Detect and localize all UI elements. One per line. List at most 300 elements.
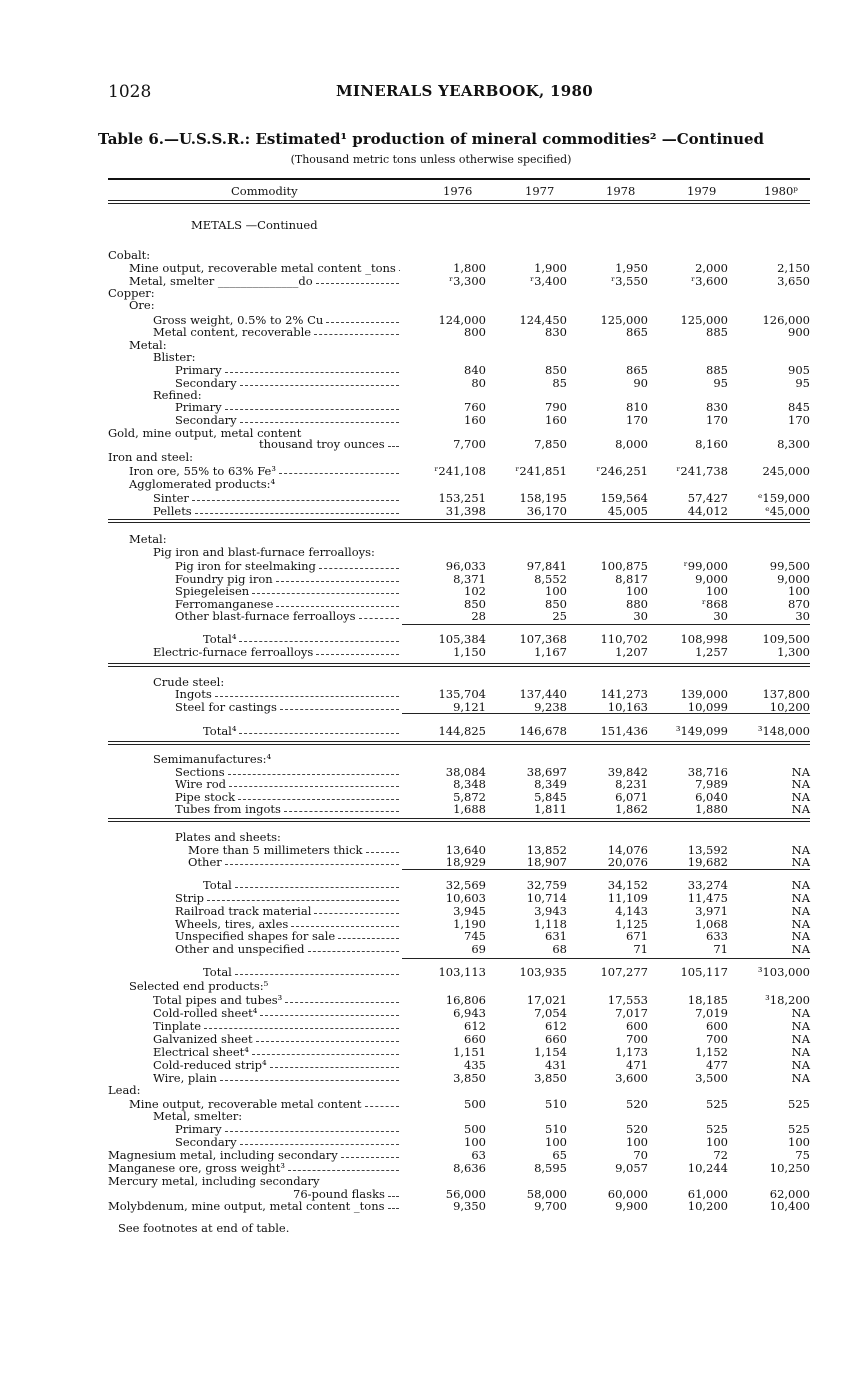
row-label-text: thousand troy ounces (259, 437, 385, 451)
dot-leader (388, 1199, 399, 1209)
table-row (0, 803, 862, 816)
dot-leader (240, 376, 399, 386)
cell-1980: 2,150 (777, 261, 810, 275)
dot-leader (280, 700, 399, 710)
row-label-text: Molybdenum, mine output, metal content _tons (108, 1199, 385, 1213)
cell-1980: NA (791, 802, 810, 816)
cell-1976: 760 (464, 400, 486, 414)
table-row (0, 585, 862, 598)
cell-1977: 65 (552, 1148, 567, 1162)
cell-1976: ʳ241,108 (434, 464, 486, 478)
cell-1978: 1,207 (615, 645, 648, 659)
cell-1979: 44,012 (687, 504, 728, 518)
cell-1980: 100 (788, 1135, 810, 1149)
row-label-text: Total pipes and tubes³ (153, 993, 283, 1007)
row-label-text: Plates and sheets: (175, 830, 281, 844)
cell-1980: 525 (788, 1097, 810, 1111)
page-number: 1028 (108, 82, 152, 102)
cell-1980: 62,000 (769, 1187, 810, 1201)
row-label (153, 546, 375, 559)
row-label-text: Metal content, recoverable (153, 325, 312, 339)
table-row (0, 688, 862, 701)
cell-1976: 28 (471, 609, 486, 623)
table-row (0, 1123, 862, 1136)
cell-1978: 810 (626, 400, 648, 414)
cell-1979: 830 (706, 400, 728, 414)
row-label-text: Wire rod (175, 777, 227, 791)
cell-1978: 865 (626, 363, 648, 377)
cell-1977: 1,900 (534, 261, 567, 275)
row-label-text: Electrical sheet⁴ (153, 1045, 249, 1059)
row-label (175, 610, 402, 623)
row-label-text: Sections (175, 765, 225, 779)
cell-1977: 17,021 (526, 993, 567, 1007)
cell-1980: NA (791, 1032, 810, 1046)
cell-1979: 30 (713, 609, 728, 623)
cell-1976: 1,151 (453, 1045, 486, 1059)
cell-1979: 633 (706, 929, 728, 943)
row-label (191, 219, 318, 232)
cell-1980: 245,000 (762, 464, 810, 478)
row-label-text: Manganese ore, gross weight³ (108, 1161, 285, 1175)
cell-1977: 160 (545, 413, 567, 427)
row-label-text: Ferromanganese (175, 597, 274, 611)
cell-1980: 905 (788, 363, 810, 377)
cell-1979: 61,000 (687, 1187, 728, 1201)
cell-1980: 525 (788, 1122, 810, 1136)
dot-leader (235, 878, 399, 888)
cell-1977: 137,440 (519, 687, 567, 701)
dot-leader (204, 1019, 399, 1029)
dot-leader (215, 687, 399, 697)
table-row (0, 994, 862, 1007)
cell-1979: 7,989 (695, 777, 728, 791)
cell-1978: 1,173 (615, 1045, 648, 1059)
cell-1976: 9,121 (453, 700, 486, 714)
cell-1977: 9,700 (534, 1199, 567, 1213)
dot-leader (366, 843, 400, 853)
cell-1980: ᵉ45,000 (765, 504, 810, 518)
cell-1978: ʳ3,550 (611, 274, 648, 288)
cell-1979: 525 (706, 1097, 728, 1111)
column-header-commodity: Commodity (231, 184, 298, 198)
cell-1977: 510 (545, 1097, 567, 1111)
cell-1976: 16,806 (445, 993, 486, 1007)
cell-1980: 9,000 (777, 572, 810, 586)
row-label (129, 478, 275, 491)
table-row (0, 492, 862, 505)
cell-1980: NA (791, 1019, 810, 1033)
cell-1978: 4,143 (615, 904, 648, 918)
row-label-text: Mercury metal, including secondary (108, 1174, 320, 1188)
cell-1977: 850 (545, 363, 567, 377)
table-row (0, 1020, 862, 1033)
cell-1978: 110,702 (600, 632, 648, 646)
cell-1978: 125,000 (600, 313, 648, 327)
cell-1976: 840 (464, 363, 486, 377)
row-label (129, 299, 155, 312)
cell-1978: 1,125 (615, 917, 648, 931)
dot-leader (229, 777, 399, 787)
cell-1979: 885 (706, 363, 728, 377)
cell-1978: 520 (626, 1097, 648, 1111)
cell-1980: NA (791, 904, 810, 918)
row-label-text: Selected end products:⁵ (129, 979, 269, 993)
cell-1979: ʳ99,000 (683, 559, 728, 573)
cell-1976: 38,084 (445, 765, 486, 779)
dot-leader (207, 891, 399, 901)
column-header-1980p: 1980ᵖ (764, 184, 798, 198)
cell-1976: 800 (464, 325, 486, 339)
row-label-text: Metal: (129, 338, 167, 352)
cell-1976: 144,825 (438, 724, 486, 738)
cell-1976: 160 (464, 413, 486, 427)
cell-1978: 107,277 (600, 965, 648, 979)
cell-1979: 100 (706, 1135, 728, 1149)
cell-1980: NA (791, 777, 810, 791)
table-row (0, 1084, 862, 1097)
table-row (0, 610, 862, 623)
cell-1979: 71 (713, 942, 728, 956)
row-label-text: 76-pound flasks (293, 1187, 385, 1201)
cell-1978: 9,057 (615, 1161, 648, 1175)
cell-1978: 8,231 (615, 777, 648, 791)
dot-leader (308, 942, 399, 952)
cell-1979: 9,000 (695, 572, 728, 586)
cell-1980: 3,650 (777, 274, 810, 288)
cell-1980: 10,400 (769, 1199, 810, 1213)
row-label-text: Metal, smelter ______________do (129, 274, 313, 288)
row-label-text: Magnesium metal, including secondary (108, 1148, 338, 1162)
table-row (0, 299, 862, 312)
row-label (153, 505, 402, 518)
cell-1978: 9,900 (615, 1199, 648, 1213)
cell-1980: NA (791, 942, 810, 956)
row-label-text: Total (203, 965, 232, 979)
cell-1977: 124,450 (519, 313, 567, 327)
row-label-text: Galvanized sheet (153, 1032, 253, 1046)
row-label-text: Secondary (175, 1135, 237, 1149)
cell-1976: 435 (464, 1058, 486, 1072)
dot-leader (316, 274, 399, 284)
row-label-text: Crude steel: (153, 675, 225, 689)
row-label-text: Pipe stock (175, 790, 236, 804)
cell-1979: 108,998 (680, 632, 728, 646)
dot-leader (252, 584, 399, 594)
row-label-text: Iron and steel: (108, 450, 193, 464)
cell-1978: 11,109 (607, 891, 648, 905)
cell-1980: ᵉ159,000 (757, 491, 810, 505)
row-label-text: Agglomerated products:⁴ (129, 477, 276, 491)
table-row (0, 451, 862, 464)
row-label (175, 943, 402, 956)
cell-1977: 850 (545, 597, 567, 611)
cell-1976: 8,636 (453, 1161, 486, 1175)
cell-1977: 38,697 (526, 765, 567, 779)
cell-1976: 13,640 (445, 843, 486, 857)
cell-1977: 631 (545, 929, 567, 943)
row-label-text: Pellets (153, 504, 192, 518)
cell-1979: 19,682 (687, 855, 728, 869)
row-label-text: Secondary (175, 376, 237, 390)
table-row (0, 753, 862, 766)
cell-1976: 10,603 (445, 891, 486, 905)
cell-1977: 1,118 (534, 917, 567, 931)
cell-1978: 39,842 (607, 765, 648, 779)
dot-leader (288, 1161, 399, 1171)
row-label (259, 438, 402, 451)
cell-1980: NA (791, 1071, 810, 1085)
cell-1980: 99,500 (769, 559, 810, 573)
cell-1980: 137,800 (762, 687, 810, 701)
column-header-1979: 1979 (687, 184, 717, 198)
cell-1978: 865 (626, 325, 648, 339)
cell-1979: 3,971 (695, 904, 728, 918)
cell-1979: 57,427 (687, 491, 728, 505)
dot-leader (228, 765, 399, 775)
dot-leader (239, 632, 399, 642)
row-label-text: Total (203, 878, 232, 892)
cell-1977: 146,678 (519, 724, 567, 738)
cell-1980: ³148,000 (757, 724, 810, 738)
table-row (0, 646, 862, 659)
dot-leader (225, 363, 399, 373)
cell-1980: NA (791, 878, 810, 892)
row-label-text: Spiegeleisen (175, 584, 250, 598)
table-row (0, 930, 862, 943)
dot-leader (260, 1006, 399, 1016)
cell-1979: 525 (706, 1122, 728, 1136)
cell-1979: 477 (706, 1058, 728, 1072)
cell-1979: 1,880 (695, 802, 728, 816)
table-row (0, 856, 862, 869)
cell-1978: 6,071 (615, 790, 648, 804)
cell-1978: 151,436 (600, 724, 648, 738)
table-row (0, 725, 862, 738)
cell-1976: 660 (464, 1032, 486, 1046)
row-label-text: Total⁴ (203, 632, 237, 646)
row-label (108, 451, 193, 464)
cell-1980: 10,200 (769, 700, 810, 714)
cell-1978: 34,152 (607, 878, 648, 892)
row-label-text: Sinter (153, 491, 189, 505)
cell-1980: 100 (788, 584, 810, 598)
cell-1980: ³18,200 (765, 993, 810, 1007)
dot-leader (225, 1122, 399, 1132)
row-label (108, 1084, 141, 1097)
cell-1980: NA (791, 790, 810, 804)
cell-1978: 520 (626, 1122, 648, 1136)
cell-1979: ʳ868 (702, 597, 728, 611)
cell-1978: 1,950 (615, 261, 648, 275)
dot-leader (285, 993, 399, 1003)
table-row (0, 505, 862, 518)
row-label-text: Foundry pig iron (175, 572, 273, 586)
table-row (0, 892, 862, 905)
cell-1978: 8,817 (615, 572, 648, 586)
dot-leader (252, 1045, 399, 1055)
row-label-text: Primary (175, 1122, 222, 1136)
table-row (0, 546, 862, 559)
cell-1979: ʳ241,738 (676, 464, 728, 478)
dot-leader (220, 1071, 399, 1081)
cell-1976: 96,033 (445, 559, 486, 573)
row-label-text: Iron ore, 55% to 63% Fe³ (129, 464, 276, 478)
cell-1976: 153,251 (438, 491, 486, 505)
cell-1980: NA (791, 843, 810, 857)
cell-1976: 6,943 (453, 1006, 486, 1020)
cell-1979: 170 (706, 413, 728, 427)
cell-1980: 170 (788, 413, 810, 427)
cell-1979: ʳ3,600 (691, 274, 728, 288)
row-label-text: METALS —Continued (191, 218, 318, 232)
table-row (0, 1033, 862, 1046)
row-label-text: Wheels, tires, axles (175, 917, 289, 931)
table-row (0, 1110, 862, 1123)
dot-leader (314, 325, 399, 335)
cell-1976: 18,929 (445, 855, 486, 869)
cell-1980: NA (791, 929, 810, 943)
cell-1977: ʳ3,400 (530, 274, 567, 288)
row-label-text: Other (188, 855, 222, 869)
table-row (0, 560, 862, 573)
row-label-text: More than 5 millimeters thick (188, 843, 363, 857)
cell-1977: ʳ241,851 (515, 464, 567, 478)
row-label-text: Mine output, recoverable metal content _tons (129, 261, 396, 275)
cell-1980: NA (791, 1045, 810, 1059)
table-row (0, 533, 862, 546)
cell-1976: 32,569 (445, 878, 486, 892)
cell-1979: 3,500 (695, 1071, 728, 1085)
cell-1979: 139,000 (680, 687, 728, 701)
table-row (0, 966, 862, 979)
cell-1977: 18,907 (526, 855, 567, 869)
cell-1980: NA (791, 855, 810, 869)
table-row (0, 1007, 862, 1020)
cell-1977: 100 (545, 584, 567, 598)
cell-1976: 105,384 (438, 632, 486, 646)
cell-1978: 1,862 (615, 802, 648, 816)
row-label-text: Metal, smelter: (153, 1109, 243, 1123)
cell-1976: 3,850 (453, 1071, 486, 1085)
cell-1979: 105,117 (680, 965, 728, 979)
cell-1977: 5,845 (534, 790, 567, 804)
cell-1977: 97,841 (526, 559, 567, 573)
row-label-text: Electric-furnace ferroalloys (153, 645, 314, 659)
cell-1979: 100 (706, 584, 728, 598)
cell-1976: 5,872 (453, 790, 486, 804)
cell-1979: 10,244 (687, 1161, 728, 1175)
row-label-text: Primary (175, 400, 222, 414)
cell-1977: 431 (545, 1058, 567, 1072)
cell-1979: 885 (706, 325, 728, 339)
cell-1978: 880 (626, 597, 648, 611)
cell-1977: 68 (552, 942, 567, 956)
cell-1977: 1,167 (534, 645, 567, 659)
cell-1978: 3,600 (615, 1071, 648, 1085)
cell-1976: 31,398 (445, 504, 486, 518)
cell-1976: 100 (464, 1135, 486, 1149)
row-label-text: Primary (175, 363, 222, 377)
cell-1978: 8,000 (615, 437, 648, 451)
table-row (0, 879, 862, 892)
cell-1977: 3,943 (534, 904, 567, 918)
cell-1979: 7,019 (695, 1006, 728, 1020)
table-row (0, 219, 862, 232)
cell-1978: 100 (626, 584, 648, 598)
cell-1979: 38,716 (687, 765, 728, 779)
cell-1978: 60,000 (607, 1187, 648, 1201)
table-row (0, 633, 862, 646)
row-label (175, 803, 402, 816)
cell-1977: 1,154 (534, 1045, 567, 1059)
cell-1976: 1,688 (453, 802, 486, 816)
row-label (108, 1175, 320, 1188)
dot-leader (270, 1058, 399, 1068)
cell-1976: 8,371 (453, 572, 486, 586)
cell-1979: 11,475 (687, 891, 728, 905)
cell-1976: ʳ3,300 (449, 274, 486, 288)
cell-1979: 33,274 (687, 878, 728, 892)
row-label-text: Strip (175, 891, 205, 905)
cell-1976: 1,190 (453, 917, 486, 931)
cell-1980: NA (791, 917, 810, 931)
row-label-text: Unspecified shapes for sale (175, 929, 336, 943)
row-label-text: Tubes from ingots (175, 802, 281, 816)
row-label-text: Total⁴ (203, 724, 237, 738)
dot-leader (195, 504, 399, 514)
cell-1976: 63 (471, 1148, 486, 1162)
dot-leader (238, 790, 399, 800)
row-label (188, 856, 402, 869)
cell-1979: 18,185 (687, 993, 728, 1007)
row-label (175, 701, 402, 714)
cell-1976: 500 (464, 1122, 486, 1136)
table-row (0, 905, 862, 918)
table-row (0, 778, 862, 791)
cell-1978: 671 (626, 929, 648, 943)
column-header-1976: 1976 (443, 184, 473, 198)
row-label-text: Secondary (175, 413, 237, 427)
table-row (0, 364, 862, 377)
row-label (153, 326, 402, 339)
cell-1978: 700 (626, 1032, 648, 1046)
table-row (0, 831, 862, 844)
cell-1979: ³149,099 (675, 724, 728, 738)
cell-1979: 10,099 (687, 700, 728, 714)
cell-1980: 126,000 (762, 313, 810, 327)
row-label-text: Metal: (129, 532, 167, 546)
row-label-text: Cobalt: (108, 248, 151, 262)
row-label-text: Lead: (108, 1083, 141, 1097)
cell-1979: 2,000 (695, 261, 728, 275)
row-label-text: Mine output, recoverable metal content (129, 1097, 362, 1111)
cell-1977: 107,368 (519, 632, 567, 646)
cell-1976: 1,800 (453, 261, 486, 275)
cell-1976: 103,113 (438, 965, 486, 979)
cell-1980: ³103,000 (757, 965, 810, 979)
cell-1979: 13,592 (687, 843, 728, 857)
row-label (203, 966, 402, 979)
cell-1980: 845 (788, 400, 810, 414)
dot-leader (239, 724, 399, 734)
cell-1978: 70 (633, 1148, 648, 1162)
table-row (0, 1046, 862, 1059)
cell-1979: 10,200 (687, 1199, 728, 1213)
dot-leader (192, 491, 399, 501)
cell-1980: 95 (795, 376, 810, 390)
cell-1977: 8,552 (534, 572, 567, 586)
